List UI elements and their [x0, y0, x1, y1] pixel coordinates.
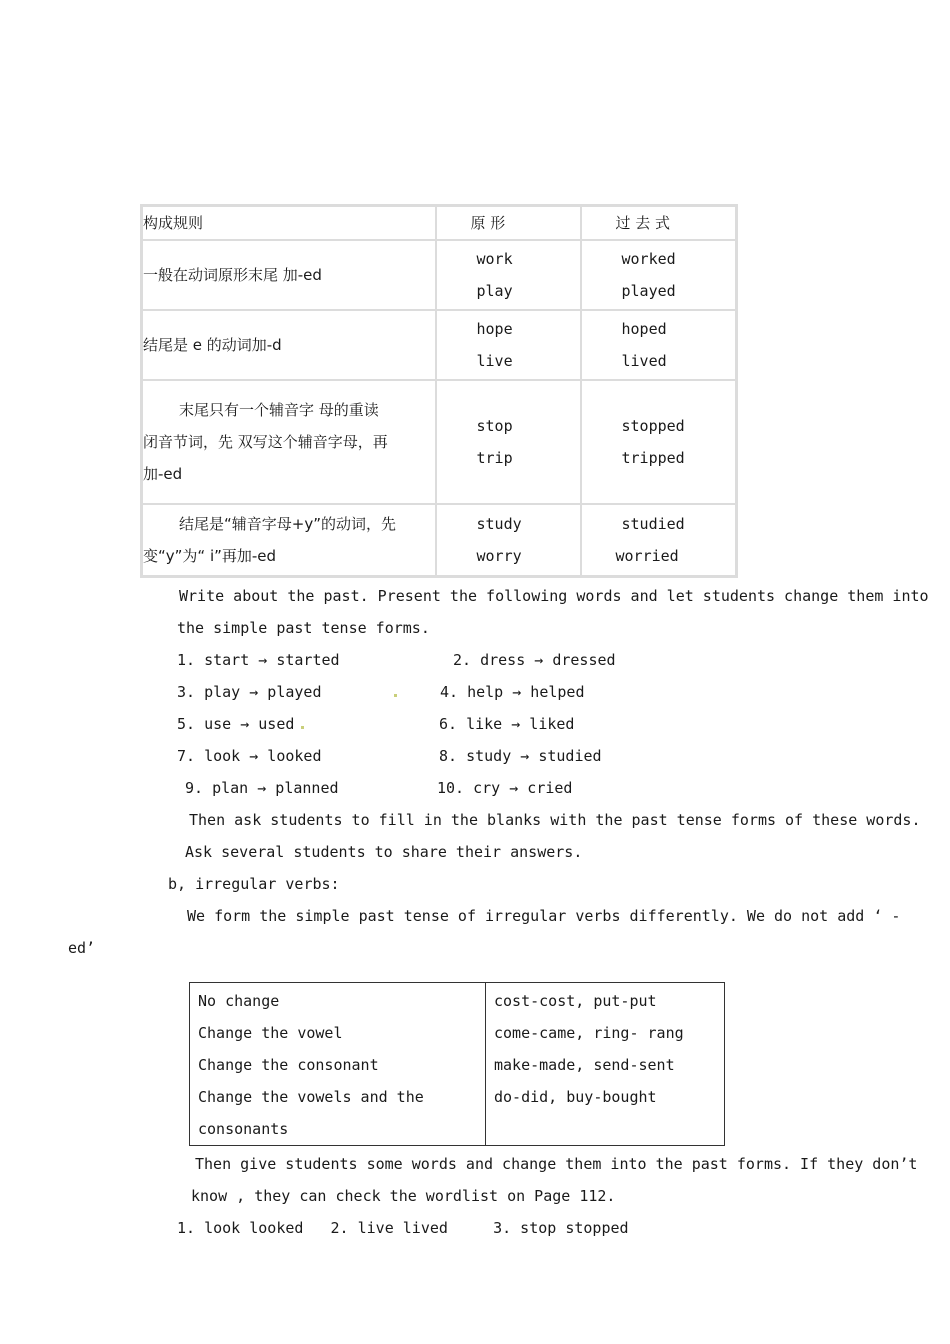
- paragraph-4-line-1: Then give students some words and change them into the past forms. If they don’t: [195, 1155, 918, 1173]
- table-row: [142, 240, 737, 310]
- rule-cell: 一般在动词原形末尾 加-ed: [142, 240, 436, 310]
- table-row: [190, 983, 725, 1146]
- paragraph-3-line-1: We form the simple past tense of irregular verbs differently. We do not add ‘ -: [187, 907, 901, 925]
- base-cell: stop trip: [436, 380, 581, 504]
- paragraph-2-line-1: Then ask students to fill in the blanks with the past tense forms of these words.: [189, 811, 921, 829]
- rule-cell: 结尾是 e 的动词加-d: [142, 310, 436, 380]
- rule-cell: 结尾是“辅音字母+y”的动词，先 变“y”为“ i”再加-ed: [142, 504, 436, 576]
- list-item: 8. study → studied: [439, 747, 602, 765]
- paragraph-1-line-1: Write about the past. Present the following words and let students change them into: [179, 587, 929, 605]
- paragraph-4-line-2: know , they can check the wordlist on Page 112.: [191, 1187, 616, 1205]
- past-cell: studied worried: [581, 504, 737, 576]
- speck-mark: [394, 694, 397, 697]
- final-example-line: 1. look looked 2. live lived 3. stop stopped: [177, 1219, 629, 1237]
- past-cell: hoped lived: [581, 310, 737, 380]
- past-cell: worked played: [581, 240, 737, 310]
- list-item: 5. use → used: [177, 715, 295, 733]
- table-header-row: [142, 206, 737, 241]
- paragraph-1-line-2: the simple past tense forms.: [177, 619, 430, 637]
- paragraph-3-line-2: ed’: [68, 939, 96, 957]
- base-cell: work play: [436, 240, 581, 310]
- header-rule: 构成规则: [142, 206, 436, 241]
- table-row: [142, 310, 737, 380]
- list-item: 9. plan → planned: [185, 779, 339, 797]
- header-past: 过 去 式: [581, 206, 737, 241]
- list-item: 2. dress → dressed: [453, 651, 616, 669]
- verb-rules-table: [140, 204, 738, 578]
- examples-cell: cost-cost, put-put come-came, ring- rang make-made, send-sent do-did, buy-bought: [486, 983, 725, 1146]
- list-item: 7. look → looked: [177, 747, 322, 765]
- rule-cell: 末尾只有一个辅音字 母的重读 闭音节词，先 双写这个辅音字母，再 加-ed: [142, 380, 436, 504]
- speck-mark: [301, 726, 304, 729]
- paragraph-2-line-2: Ask several students to share their answers.: [185, 843, 583, 861]
- base-cell: hope live: [436, 310, 581, 380]
- base-cell: study worry: [436, 504, 581, 576]
- change-type-cell: No change Change the vowel Change the consonant Change the vowels and the consonants: [190, 983, 486, 1146]
- past-cell: stopped tripped: [581, 380, 737, 504]
- table-row: [142, 380, 737, 504]
- irregular-verbs-table: [189, 982, 725, 1146]
- list-item: 1. start → started: [177, 651, 340, 669]
- section-heading: b, irregular verbs:: [168, 875, 340, 893]
- list-item: 6. like → liked: [439, 715, 575, 733]
- list-item: 4. help → helped: [440, 683, 585, 701]
- list-item: 3. play → played: [177, 683, 322, 701]
- list-item: 10. cry → cried: [437, 779, 573, 797]
- table-row: [142, 504, 737, 576]
- header-base: 原 形: [436, 206, 581, 241]
